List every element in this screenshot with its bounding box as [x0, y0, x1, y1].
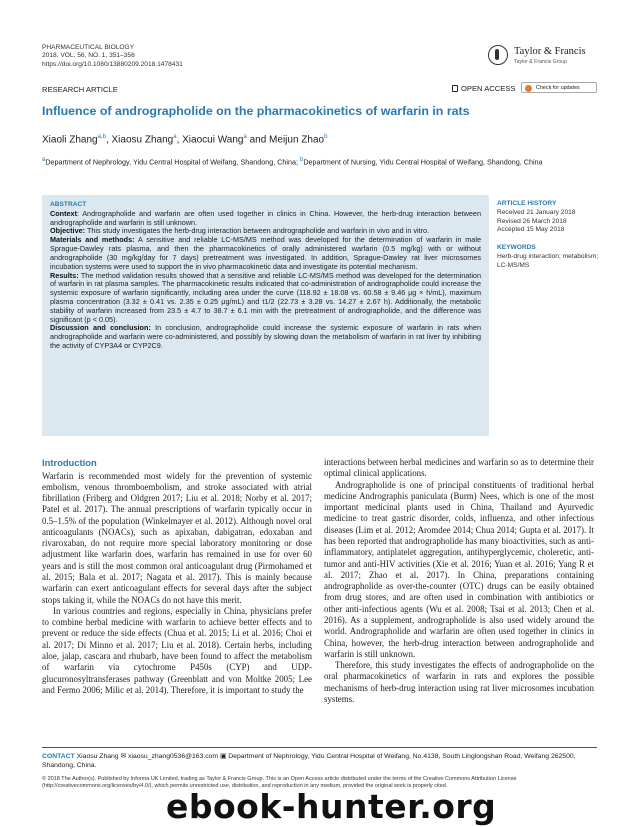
abstract-label: Objective:: [50, 226, 86, 236]
history-heading: ARTICLE HISTORY: [497, 200, 557, 207]
affil-mark: a: [42, 157, 46, 163]
abstract-label: Context: [50, 208, 77, 218]
abstract-heading: ABSTRACT: [50, 201, 87, 208]
abstract-text: This study investigates the herb-drug interaction between andrographolide and warfarin in vivo and in vitro.: [85, 226, 430, 236]
abstract-section: [50, 324, 481, 350]
author-aff: a: [243, 134, 247, 140]
license-text: © 2018 The Author(s). Published by Informa UK Limited, trading as Taylor & Francis Group. This is an Open Access article distributed under the terms of the Creative Commons Attribution License (http://creativecommons.org/licenses/by/4.0/), which permits unrestricted use, distribution, and reproduction in any medium, provided the original work is properly cited.: [42, 776, 517, 790]
abstract-text: The method validation results showed that a sensitive and reliable LC-MS/MS method was developed for the determination of warfarin in rat plasma samples. The pharmacokinetic results indicated that co-administration of andrographolide could increase the systemic exposure of warfarin significantly, including area under the curve (118.92 ± 18.08 vs. 60.58 ± 9.46 μg × h/mL), maximum plasma concentration (3.32 ± 0.41 vs. 2.35 ± 0.25 μg/mL) and t1/2 (22.73 ± 3.28 vs. 14.27 ± 2.67 h). Additionally, the metabolic stability of warfarin increased from 23.5 ± 4.7 to 38.7 ± 6.1 min with the pretreatment of andrographolide, and the difference was significant (p < 0.05).: [50, 270, 481, 324]
article-type: RESEARCH ARTICLE: [42, 85, 118, 94]
history-revised: Revised 26 March 2018: [497, 217, 567, 225]
abstract-section: [50, 236, 481, 271]
contact-text[interactable]: Xiaosu Zhang ✉ xiaosu_zhang0536@163.com ▣ Department of Nephrology, Yidu Central Hospital of Weifang, No.4138, South Linglongshan Road, Weifang 262500, Shandong, China.: [42, 753, 576, 769]
journal-doi[interactable]: https://doi.org/10.1080/13880209.2018.1478431: [42, 60, 183, 68]
open-access-label: [452, 84, 515, 93]
abstract-text: : Andrographolide and warfarin are often used together in clinics in China. However, the herb-drug interaction between andrographolide and warfarin is still unknown.: [50, 208, 481, 227]
author-aff: a: [173, 134, 177, 140]
history-received: Received 21 January 2018: [497, 208, 576, 216]
article-title: Influence of andrographolide on the pharmacokinetics of warfarin in rats: [42, 104, 470, 118]
journal-issue: 2018, VOL. 56, NO. 1, 351–356: [42, 52, 135, 60]
author-aff: b: [324, 134, 328, 140]
contact-footer: [42, 747, 597, 770]
history-accepted: Accepted 15 May 2018: [497, 226, 565, 234]
author-list: Xiaoli Zhang$^{a,b}$, Xiaosu Zhang$^a$, Xiaocui Wang$^a$ and Meijun Zhao$^b$: [42, 134, 328, 146]
taylor-francis-logo-icon: [488, 45, 508, 65]
author-name[interactable]: Meijun Zhao: [269, 134, 325, 146]
watermark: ebook-hunter.org: [166, 787, 497, 826]
abstract-section: [50, 272, 481, 325]
abstract-section: [50, 210, 481, 228]
introduction-heading: Introduction: [42, 457, 97, 468]
open-access-text: OPEN ACCESS: [461, 84, 516, 93]
publisher-logo: [488, 44, 598, 70]
publisher-name: Taylor & Francis: [514, 46, 586, 57]
body-paragraph: interactions between herbal medicines and warfarin so as to determine their optimal clinical applications.: [324, 457, 594, 479]
body-column-right: [324, 457, 594, 705]
abstract-label: Materials and methods:: [50, 235, 135, 245]
body-paragraph: Andrographolide is one of principal constituents of traditional herbal medicine Andrographis paniculata (Burm) Nees, which is one of the most important medicinal plants used in China, Thailand and Ayurvedic medicine to treat gastric disorder, colds, influenza, and other infectious diseases (Lim et al. 2012; Aromdee 2014; Chua 2014; Gupta et al. 2017). It has been reported that andrographolide has many bioactivities, such as anti-inflammatory, antiplatelet aggregation, antihyperglycemic, choleretic, anti-tumor and anti-HIV activities (Xie et al. 2016; Yuan et al. 2016; Yang R et al. 2017; Zhao et al. 2017). In China, preparations containing andrographolide as over-the-counter (OTC) drugs can be easily obtained from drug stores, and are often used in combination with antibiotics or other anti-infectious agents (Wu et al. 2008; Tsai et al. 2013; Chen et al. 2016). As a supplement, andrographolide is also used widely around the world. Andrographolide and warfarin are often used together in clinics in China, however, the herb-drug interaction between andrographolide and warfarin is still unknown.: [324, 479, 594, 659]
keywords-heading: KEYWORDS: [497, 244, 536, 252]
body-paragraph: Therefore, this study investigates the effects of andrographolide on the oral pharmacokinetics of warfarin in rats and explores the possible mechanisms of herb-drug interaction using rat liver microsomes incubation systems.: [324, 660, 594, 704]
abstract-box: [42, 195, 489, 436]
abstract-label: Discussion and conclusion:: [50, 323, 151, 333]
contact-label: CONTACT: [42, 753, 75, 760]
journal-header: [42, 44, 183, 69]
article-sidebar: [497, 200, 602, 271]
affil-mark: b: [300, 157, 304, 163]
abstract-text: In conclusion, andrographolide could increase the systemic exposure of warfarin in rats when andrographolide and warfarin were co-administered, and possibly by slowing down the metabolism of warfarin in rat liver by inhibiting the activity of CYP3A4 or CYP2C9.: [50, 323, 481, 350]
affiliation-b: Department of Nursing, Yidu Central Hospital of Weifang, Shandong, China: [303, 157, 543, 167]
body-paragraph: In various countries and regions, especially in China, physicians prefer to combine herbal medicine with warfarin to achieve better effects and to prevent or reduce the side effects (Chua et al. 2015; Li et al. 2016; Choi et al. 2017; Di Minno et al. 2017; Liu et al. 2018). Certain herbs, including aloe, jalap, cascara and rhubarb, have been found to affect the metabolism of warfarin via cytochrome P450s (CYP) and UDP-glucuronosyltransferases pathway (Greenblatt and von Moltke 2005; Lee and Fermo 2006; Milic et al. 2014). Therefore, it is important to study the: [42, 605, 312, 695]
author-name[interactable]: Xiaosu Zhang: [111, 134, 174, 146]
abstract-text: A sensitive and reliable LC-MS/MS method was developed for the determination of warfarin in male Sprague-Dawley rats plasma, and then the pharmacokinetics of orally administered warfarin (0.5 mg/kg) with or without andrographolide (30 mg/kg/day for 7 days) pretreatment was investigated. In addition, Sprague-Dawley rat liver microsomes incubation systems were used to support the in vivo pharmacokinetic data and investigate its potential mechanism.: [50, 235, 481, 271]
publisher-sub: Taylor & Francis Group: [514, 59, 568, 65]
abstract-label: Results:: [50, 270, 79, 280]
affiliations: [42, 155, 597, 167]
author-name[interactable]: Xiaocui Wang: [182, 134, 244, 146]
check-for-updates-button[interactable]: Check for updates: [521, 82, 597, 93]
keywords-text: Herb-drug interaction; metabolism; LC-MS/MS: [497, 252, 599, 269]
affiliation-a: Department of Nephrology, Yidu Central Hospital of Weifang, Shandong, China;: [45, 157, 298, 167]
body-column-left: [42, 457, 312, 696]
body-paragraph: Warfarin is recommended most widely for the prevention of systemic embolism, venous thromboembolism, and stroke associated with atrial fibrillation (Friberg and Oldgren 2017; Liu et al. 2018; Norby et al. 2017; Patel et al. 2017). The annual prescriptions of warfarin typically occur in 0.5–1.5% of the population (Winkelmayer et al. 2012). Although novel oral anticoagulants (NOACs), such as apixaban, dabigatran, edoxaban and rivaroxaban, do not require more special laboratory monitoring or dose adjustment like warfarin does, warfarin has remained in use for over 60 years and is still the most common oral anticoagulant drug (Pirmohamed et al. 2015; Bala et al. 2017; Nagata et al. 2017). This is mainly because warfarin can exert anticoagulant effects for several days after the subject stops taking it, while the NOACs do not have this merit.: [42, 470, 312, 605]
open-lock-icon: [452, 85, 458, 92]
journal-name: PHARMACEUTICAL BIOLOGY: [42, 44, 135, 51]
author-aff: a,b: [97, 134, 106, 140]
author-name[interactable]: Xiaoli Zhang: [42, 134, 98, 146]
